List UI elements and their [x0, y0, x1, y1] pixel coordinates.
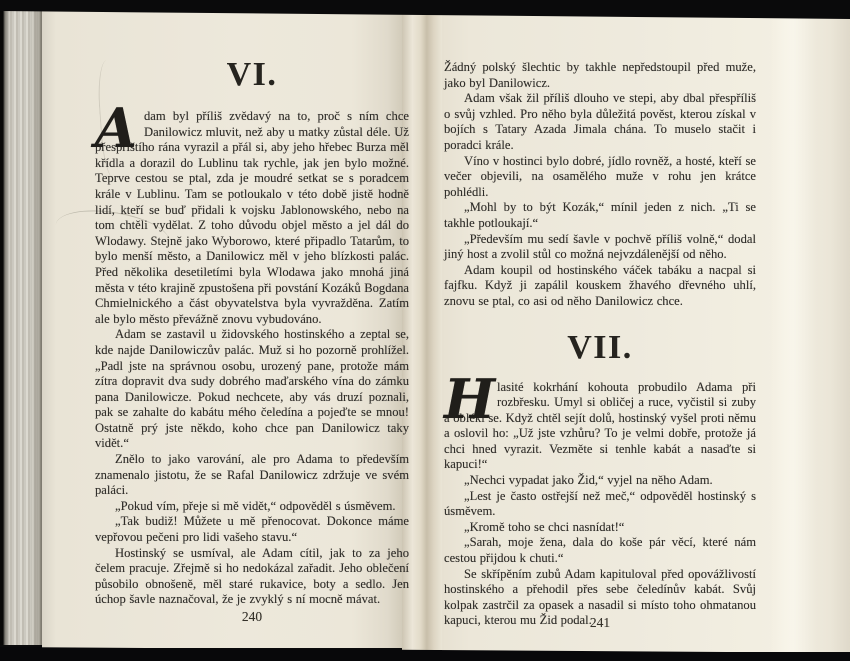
paragraph-text: dam byl příliš zvědavý na to, proč s ním chce Danilowicz mluvit, než aby u matky zůstal déle. Už přespříštího rána vyrazil a přál si, aby jeho hřebec Burza měl křídla a dorazil do Lublinu tak rychle, jak jen bylo možné. Teprve cestou se ptal, zda je moudré setkat se s poradcem krále v Lublinu. Tam se potloukalo v této době jistě hodně lidí, kteří se buď přidali k vojsku Jablonowského, nebo na tom chtěli vydělat. Z toho důvodu objel město a jel dál do Wlodawy. Stejně jako Wyborowo, které připadlo Tatarům, to bylo menší město, a Danilowicz měl v jeho blízkosti palác. Před několika desetiletími byla Wlodawa jako mnohá jiná města v této krajině zpustošena při povstání Kozáků Bogdana Chmielnického a část obyvatelstva byla vyvražděna. Zatím ale bylo město převážně znovu vybudováno.: [95, 109, 409, 326]
paragraph: Znělo to jako varování, ale pro Adama to především znamenalo jistotu, že se Rafal Danilowicz zdržuje ve svém paláci.: [95, 452, 409, 498]
left-page-text-column: [95, 56, 409, 608]
drop-cap-initial: A: [95, 96, 137, 160]
paragraph: „Mohl by to být Kozák,“ mínil jeden z nich. „Ti se takhle potloukají.“: [444, 200, 756, 230]
chapter-heading-vii: VII.: [567, 328, 633, 366]
paragraph: „Nechci vypadat jako Žid,“ vyjel na něho Adam.: [464, 473, 713, 488]
paragraph: Víno v hostinci bylo dobré, jídlo rovněž, a hosté, kteří se večer objevili, na osamělého muže v rohu jen krátce pohlédli.: [444, 153, 756, 199]
paragraph-text: lasité kokrhání kohouta probudilo Adama při rozbřesku. Umyl si obličej a ruce, vyčistil si zuby a oblékl se. Když chtěl sejít dolů, hostinský vyšel proti němu a oslovil ho: „Už jste vzhůru? To je velmi dobře, protože já chci hned vyrazit. Vezměte si tenhle kabát a nasaďte si kapuci!“: [444, 379, 756, 472]
paragraph: [444, 366, 756, 474]
paragraph: „Sarah, moje žena, dala do koše pár věcí, které nám cestou přijdou k chuti.“: [444, 535, 756, 566]
paragraph: Žádný polský šlechtic by takhle nepředstoupil před muže, jako byl Danilowicz.: [444, 60, 756, 90]
page-edge-stack: [0, 11, 42, 645]
page-number-right: 241: [589, 615, 611, 630]
paragraph: Se skřípěním zubů Adam kapituloval před opovážlivostí hostinského a přehodil přes sebe čeledínův kabát. Svůj kolpak zastrčil za opasek a nasadil si místo toho ohmatanou kapuci, kterou mu Žid podal.: [444, 566, 756, 628]
paragraph: „Především mu sedí šavle v pochvě příliš volně,“ dodal jiný host a zvolil stůl co možná nejvzdálenější od něho.: [444, 231, 756, 262]
drop-cap-initial: H: [444, 366, 496, 431]
chapter-heading-vi: VI.: [226, 56, 278, 93]
paragraph: [95, 96, 409, 327]
right-page-text-column: [444, 60, 756, 629]
paragraph: Adam však žil příliš dlouho ve stepi, aby dbal přespříliš o svůj vzhled. Pro něho byla důležitá pověst, kterou získal v bojích s Tatary Azada Jimala chána. To muselo stačit i poradci krále.: [444, 91, 756, 152]
paragraph: „Pokud vím, přeje si mě vidět,“ odpověděl s úsměvem.: [115, 498, 396, 513]
paragraph: „Lest je často ostřejší než meč,“ odpověděl hostinský s úsměvem.: [444, 488, 756, 519]
page-number-left: 240: [241, 609, 263, 624]
paragraph: „Tak budiž! Můžete u mě přenocovat. Dokonce máme vepřovou pečeni pro lidi vašeho stavu.“: [95, 514, 409, 545]
paragraph: Adam se zastavil u židovského hostinského a zeptal se, kde najde Danilowiczův palác. Muž si ho pozorně prohlížel. „Padl jste na správnou osobu, urozený pane, protože mám zítra dopravit dva sudy dobrého maďarského vína do zámku pana Danilowicze. Pokud nechcete, aby vás druzí poznali, pak se zahalte do kabátu mého čeledína a pojeďte se mnou! Ostatně prý jste někdo, koho chce pan Danilowicz taky vidět.“: [95, 327, 409, 451]
paragraph: „Kromě toho se chci nasnídat!“: [464, 519, 625, 534]
paragraph: Adam koupil od hostinského váček tabáku a nacpal si fajfku. Když ji zapálil kouskem žhavého dřevného uhlí, znovu se ptal, co asi od něho Danilowicz chce.: [444, 262, 756, 308]
paragraph: Hostinský se usmíval, ale Adam cítil, jak to za jeho čelem pracuje. Zřejmě si ho nedokázal zařadit. Jeho oblečení působilo obnošeně, měl staré rukavice, boty a sedlo. Jen úchop šavle naznačoval, že je zvyklý s ní mocně mávat.: [95, 545, 409, 607]
